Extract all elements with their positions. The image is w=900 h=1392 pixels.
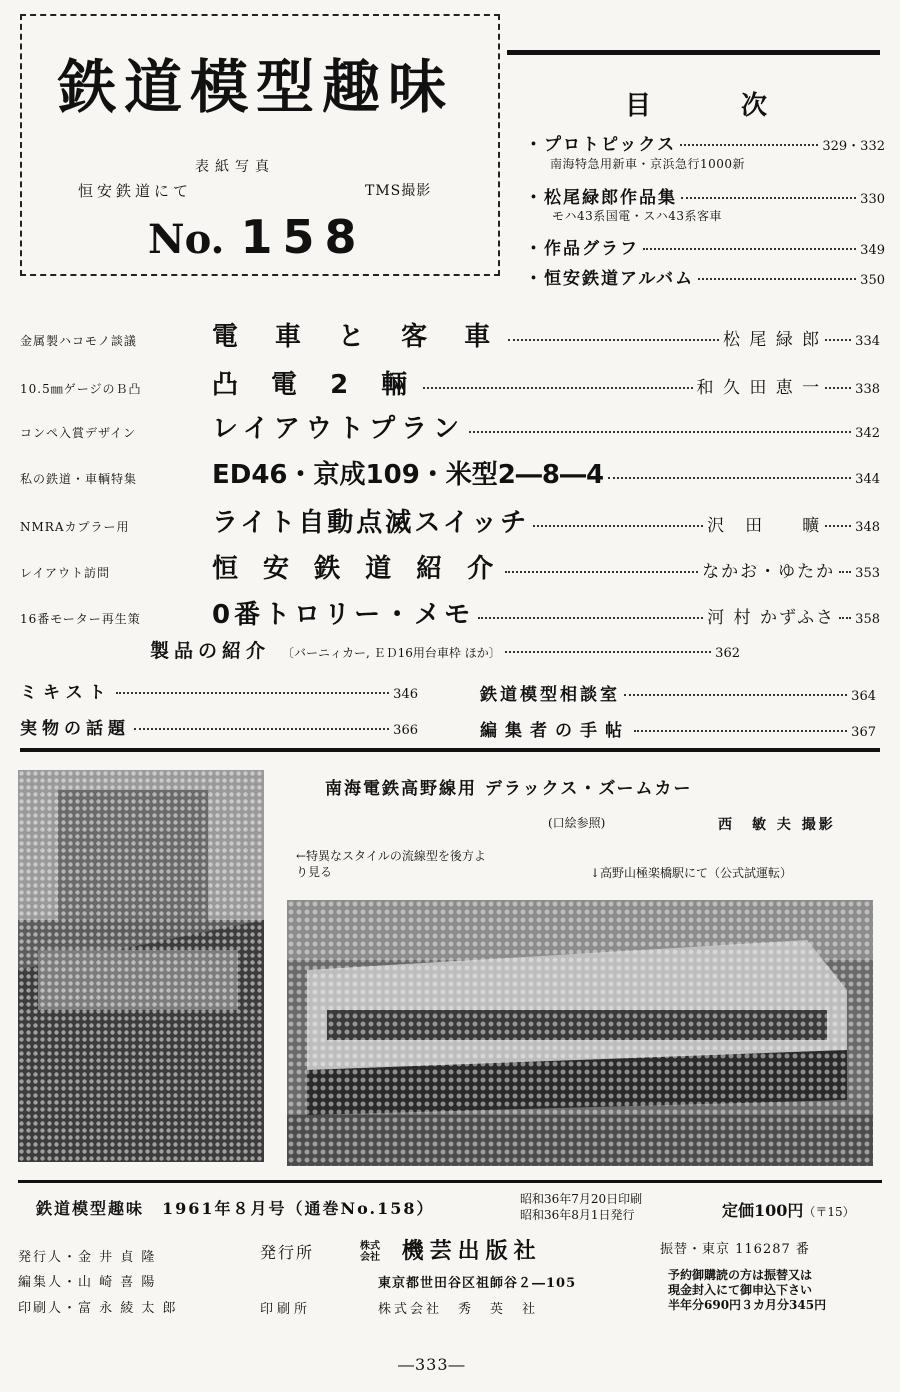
article-row[interactable] [20, 594, 880, 631]
magazine-title: 鉄道模型趣味 [58, 53, 455, 121]
minor-item-editors-notebook[interactable] [480, 716, 876, 741]
minor-item-page: 366 [393, 723, 418, 738]
article-author: 松 尾 緑 郎 [722, 330, 822, 350]
leader-dots [533, 525, 703, 527]
article-title: 0番トロリー・メモ [212, 600, 475, 630]
cover-photo-location: 恒安鉄道にて [78, 182, 193, 200]
photo-zoom-car [287, 900, 873, 1166]
toc-item-subtitle: モハ43系国電・スハ43系客車 [552, 209, 723, 223]
article-title: 電 車 と 客 車 [212, 322, 505, 352]
price-postage: （〒15） [803, 1205, 855, 1219]
article-page: 358 [855, 612, 880, 627]
article-category: 私の鉄道・車輌特集 [20, 472, 138, 486]
article-author: 和 久 田 恵 一 [696, 378, 822, 398]
minor-item-page: 367 [851, 725, 876, 740]
subscription-line: 予約御購読の方は振替又は [668, 1268, 813, 1282]
article-title: ED46・京成109・米型2―8―4 [212, 460, 605, 490]
issue-number-value: 158 [240, 210, 367, 264]
article-row[interactable] [20, 548, 880, 585]
article-page: 348 [855, 520, 880, 535]
products-page: 362 [715, 646, 740, 661]
article-row[interactable] [20, 454, 880, 491]
toc-item-tsunoyasu-album[interactable] [525, 264, 885, 289]
cover-photo-label: 表紙写真 [195, 159, 275, 175]
leader-dots [839, 571, 851, 573]
article-author: 河 村 かずふさ [707, 608, 836, 628]
leader-dots [608, 477, 851, 479]
caption-rear-view: ←特異なスタイルの流線型を後方より見る [296, 849, 486, 879]
article-author: なかお・ゆたか [702, 562, 836, 582]
minor-item-title: 鉄道模型相談室 [480, 685, 620, 705]
toc-item-matsuo-works[interactable] [525, 183, 885, 208]
photo-rear-view-image [18, 770, 264, 1162]
article-category: 金属製ハコモノ談議 [20, 334, 137, 348]
colophon-dates [520, 1191, 642, 1223]
leader-dots [116, 692, 390, 694]
photo-section-reference: (口絵参照) [548, 816, 606, 830]
article-row[interactable] [20, 364, 880, 401]
article-title: 凸 電 2 輛 [212, 370, 420, 400]
publisher-name-block [360, 1234, 542, 1265]
issue-prefix: No. [148, 216, 225, 263]
toc-item-title: ・恒安鉄道アルバム [525, 269, 695, 289]
article-page: 353 [855, 566, 880, 581]
subscription-line: 現金封入にて御申込下さい [668, 1283, 813, 1297]
toc-item-subtitle: 南海特急用新車・京浜急行1000新 [550, 157, 746, 171]
publisher-label: 発行所 [260, 1243, 315, 1262]
article-author: 沢 田 曠 [707, 516, 822, 536]
subscription-prices: 半年分690円３カ月分345円 [668, 1298, 827, 1312]
toc-item-page: 330 [860, 192, 885, 207]
leader-dots [469, 431, 851, 433]
leader-dots [624, 694, 847, 696]
leader-dots [478, 617, 703, 619]
toc-item-title: ・作品グラフ [525, 239, 639, 259]
caption-station: ↓高野山極楽橋駅にて（公式試運転） [590, 866, 793, 880]
cover-photo-credit: TMS撮影 [365, 183, 432, 199]
leader-dots [423, 387, 692, 389]
printer-name: 株式会社 秀 英 社 [378, 1302, 539, 1317]
leader-dots [825, 387, 851, 389]
minor-item-consultation[interactable] [480, 680, 876, 705]
minor-item-title: ミキスト [20, 683, 112, 703]
article-title: ライト自動点滅スイッチ [212, 508, 530, 538]
giro-account: 振替・東京 116287 番 [660, 1242, 810, 1257]
article-row[interactable] [20, 502, 880, 539]
contents-heading: 目次 [625, 91, 858, 121]
photo-rear-view [18, 770, 264, 1162]
minor-item-title: 編集者の手帖 [480, 721, 630, 741]
article-title: レイアウトプラン [212, 414, 466, 444]
article-category: レイアウト訪問 [20, 566, 111, 580]
leader-dots [825, 525, 851, 527]
minor-item-real-topics[interactable] [20, 714, 418, 739]
printer-person: 印刷人・富 永 綾 太 郎 [18, 1301, 178, 1316]
article-page: 338 [855, 382, 880, 397]
publisher-person: 発行人・金 井 貞 隆 [18, 1250, 157, 1265]
subscription-info [668, 1268, 888, 1313]
page-number: ―333― [398, 1355, 466, 1374]
minor-item-page: 364 [851, 689, 876, 704]
printer-label: 印刷所 [260, 1302, 312, 1317]
leader-dots [508, 339, 719, 341]
photo-section-title: 南海電鉄高野線用 デラックス・ズームカー [325, 779, 693, 799]
photo-section-credit: 西 敏 夫 撮影 [718, 817, 836, 833]
contents-rule [507, 50, 880, 55]
photo-zoom-car-image [287, 900, 873, 1166]
leader-dots [681, 197, 856, 199]
issue-number [148, 210, 367, 264]
toc-item-prototopics[interactable] [525, 130, 885, 155]
leader-dots [698, 278, 856, 280]
minor-item-title: 実物の話題 [20, 719, 130, 739]
toc-item-works-graph[interactable] [525, 234, 885, 259]
article-row[interactable] [20, 408, 880, 445]
minor-item-page: 346 [393, 687, 418, 702]
toc-item-page: 329・332 [822, 139, 885, 154]
article-title: 恒 安 鉄 道 紹 介 [212, 554, 502, 584]
article-row[interactable] [20, 316, 880, 353]
price-value: 定価100円 [722, 1201, 804, 1220]
publisher-name: 機芸出版社 [401, 1238, 542, 1264]
toc-item-title: ・松尾緑郎作品集 [525, 188, 677, 208]
products-note: 〔バーニィカー, ＥＤ16用台車枠 ほか〕 [282, 646, 501, 660]
products-row[interactable] [150, 636, 740, 663]
leader-dots [839, 617, 851, 619]
toc-item-title: ・プロトピックス [525, 135, 677, 155]
article-category: NMRAカプラー用 [20, 520, 130, 534]
products-title: 製品の紹介 [150, 640, 271, 662]
leader-dots [134, 728, 389, 730]
article-page: 334 [855, 334, 880, 349]
colophon-divider [18, 1180, 882, 1183]
publisher-address: 東京都世田谷区祖師谷２―105 [378, 1276, 577, 1291]
print-date: 昭和36年7月20日印刷 [520, 1192, 643, 1206]
minor-item-mixed[interactable] [20, 678, 418, 703]
article-category: 10.5㎜ゲージのＢ凸 [20, 382, 142, 396]
leader-dots [680, 144, 818, 146]
article-page: 342 [855, 426, 880, 441]
colophon-title: 鉄道模型趣味 1961年８月号（通巻No.158） [36, 1199, 435, 1218]
article-page: 344 [855, 472, 880, 487]
leader-dots [505, 651, 711, 653]
toc-item-page: 349 [860, 243, 885, 258]
leader-dots [505, 571, 698, 573]
article-category: コンペ入賞デザイン [20, 426, 137, 440]
price [722, 1198, 855, 1221]
issue-date: 昭和36年8月1日発行 [520, 1208, 635, 1222]
article-category: 16番モーター再生策 [20, 612, 141, 626]
leader-dots [643, 248, 856, 250]
publisher-kabushiki: 株式会社 [360, 1241, 380, 1263]
section-divider [20, 748, 880, 752]
leader-dots [634, 730, 847, 732]
editor-person: 編集人・山 崎 喜 陽 [18, 1275, 157, 1290]
toc-item-page: 350 [860, 273, 885, 288]
leader-dots [825, 339, 851, 341]
